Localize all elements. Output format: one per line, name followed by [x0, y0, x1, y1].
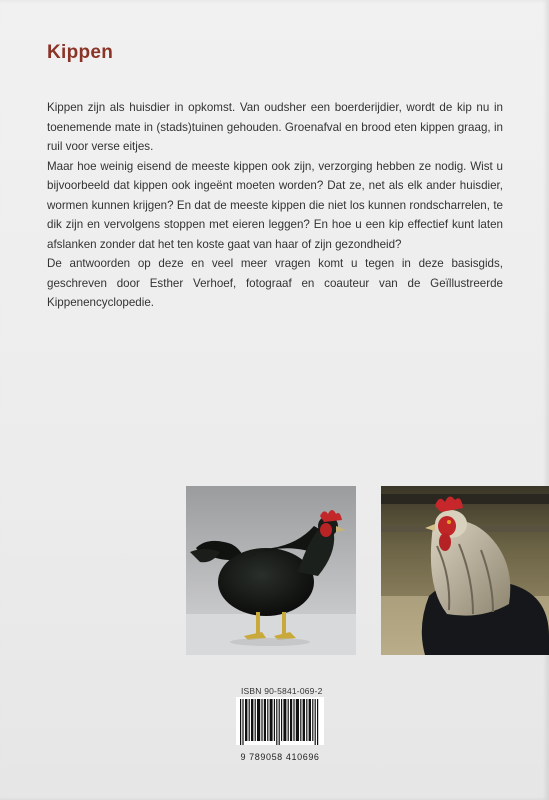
barcode-number: 9 789058 410696: [240, 752, 320, 762]
blurb-text: [47, 98, 503, 313]
blurb-paragraph-2: Maar hoe weinig eisend de meeste kippen ook zijn, verzorging hebben ze nodig. Wist u bijvoorbeeld dat kippen ook ingeënt moeten worden? Dat ze, net als elk ander huisdier, wormen kunnen krijgen? En dat de meeste kippen die niet los kunnen rondscharrelen, te dik zijn en vervolgens stoppen met eieren leggen? En hoe u een kip effectief kunt laten afslanken zonder dat het ten koste gaat van haar of zijn gezondheid?: [47, 159, 503, 251]
isbn-label: ISBN 90-5841-069-2: [241, 686, 323, 696]
book-title: Kippen: [47, 42, 114, 63]
rooster-photo: [381, 486, 549, 655]
blurb-paragraph-1: Kippen zijn als huisdier in opkomst. Van oudsher een boerderijdier, wordt de kip nu in toenemende mate in (stads)tuinen gehouden. Groenafval en brood eten kippen graag, in ruil voor verse eitjes.: [47, 101, 503, 153]
barcode: [236, 697, 324, 745]
blurb-paragraph-3: De antwoorden op deze en veel meer vragen komt u tegen in deze basisgids, geschreven door Esther Verhoef, fotograaf en coauteur van de Geïllustreerde Kippenencyclopedie.: [47, 257, 503, 309]
black-chicken-photo: [186, 486, 356, 655]
